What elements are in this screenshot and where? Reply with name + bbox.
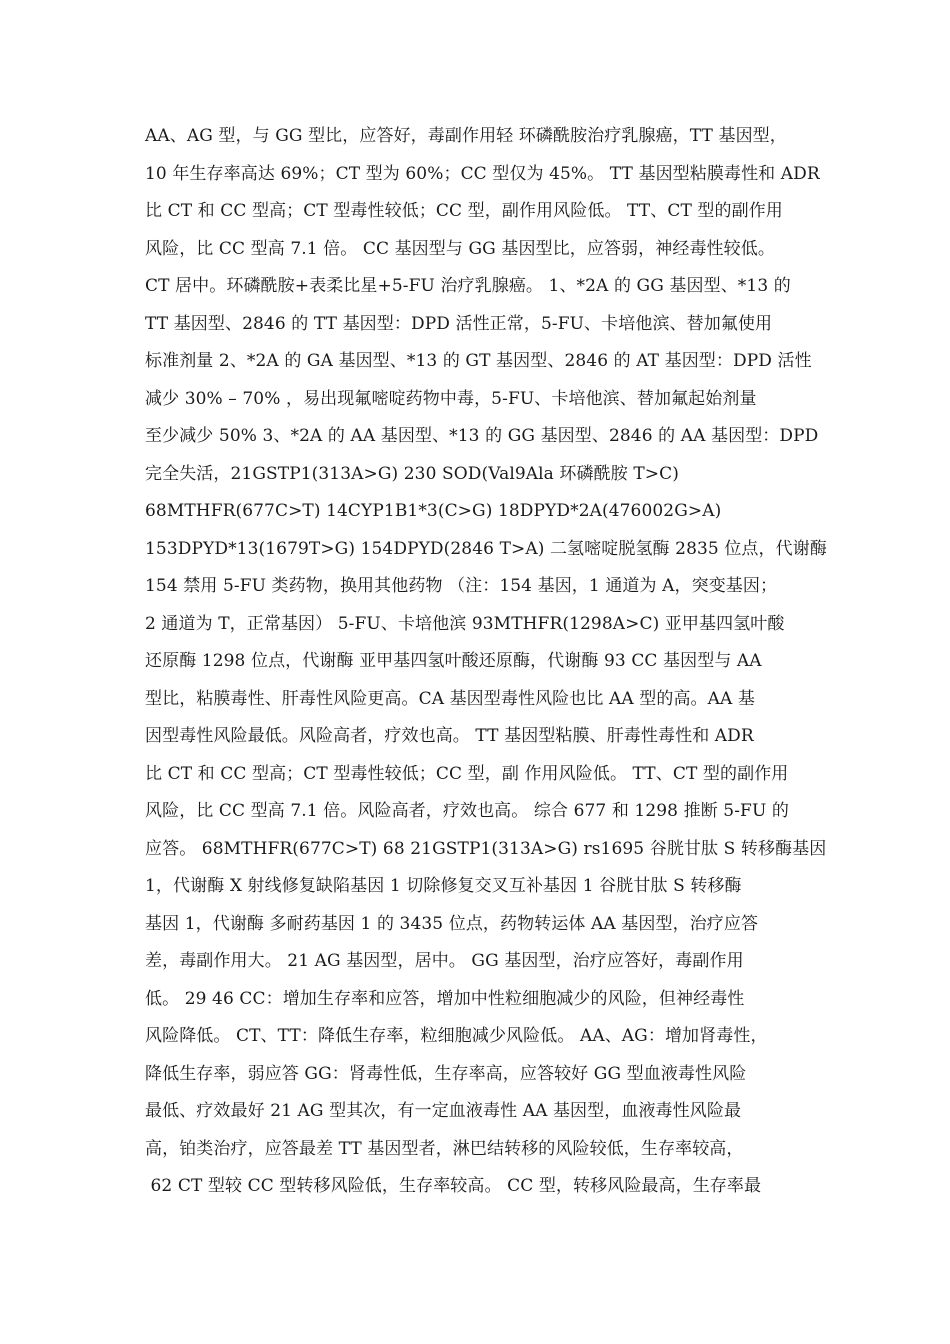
text-line: 10 年生存率高达 69%；CT 型为 60%；CC 型仅为 45%。 TT 基因型粘膜毒性和 ADR bbox=[145, 163, 820, 184]
text-line: 基因 1，代谢酶 多耐药基因 1 的 3435 位点，药物转运体 AA 基因型，治疗应答 bbox=[145, 913, 759, 934]
text-line: 风险降低。 CT、TT：降低生存率，粒细胞减少风险低。 AA、AG：增加肾毒性， bbox=[145, 1026, 768, 1046]
text-line: CT 居中。环磷酰胺+表柔比星+5-FU 治疗乳腺癌。 1、*2A 的 GG 基因型、*13 的 bbox=[145, 276, 791, 296]
text-line: 至少减少 50% 3、*2A 的 AA 基因型、*13 的 GG 基因型、2846 的 AA 基因型：DPD bbox=[145, 426, 819, 446]
text-line: 高，铂类治疗，应答最差 TT 基因型者，淋巴结转移的风险较低，生存率较高， bbox=[145, 1138, 744, 1159]
body-text bbox=[145, 118, 827, 1206]
text-line: 完全失活，21GSTP1(313A>G) 230 SOD(Val9Ala 环磷酰胺 T>C) bbox=[145, 463, 679, 484]
text-line: 153DPYD*13(1679T>G) 154DPYD(2846 T>A) 二氢嘧啶脱氢酶 2835 位点，代谢酶 bbox=[145, 538, 827, 559]
text-line: 低。 29 46 CC：增加生存率和应答，增加中性粒细胞减少的风险，但神经毒性 bbox=[145, 988, 745, 1009]
text-line: 比 CT 和 CC 型高；CT 型毒性较低；CC 型，副 作用风险低。 TT、CT 型的副作用 bbox=[145, 763, 789, 784]
text-line: 标准剂量 2、*2A 的 GA 基因型、*13 的 GT 基因型、2846 的 AT 基因型：DPD 活性 bbox=[145, 351, 812, 371]
text-line: 2 通道为 T，正常基因） 5-FU、卡培他滨 93MTHFR(1298A>C) 亚甲基四氢叶酸 bbox=[145, 613, 785, 634]
text-line: 1，代谢酶 X 射线修复缺陷基因 1 切除修复交叉互补基因 1 谷胱甘肽 S 转移酶 bbox=[145, 876, 742, 896]
text-line: 因型毒性风险最低。风险高者，疗效也高。 TT 基因型粘膜、肝毒性毒性和 ADR bbox=[145, 726, 754, 746]
text-line: 比 CT 和 CC 型高；CT 型毒性较低；CC 型，副作用风险低。 TT、CT 型的副作用 bbox=[145, 201, 783, 221]
text-line: 风险，比 CC 型高 7.1 倍。 CC 基因型与 GG 基因型比，应答弱，神经毒性较低。 bbox=[145, 238, 775, 259]
text-line: 风险，比 CC 型高 7.1 倍。风险高者，疗效也高。 综合 677 和 1298 推断 5-FU 的 bbox=[145, 801, 789, 821]
text-line: 应答。 68MTHFR(677C>T) 68 21GSTP1(313A>G) rs1695 谷胱甘肽 S 转移酶基因 bbox=[145, 838, 827, 859]
text-line: 降低生存率，弱应答 GG：肾毒性低，生存率高，应答较好 GG 型血液毒性风险 bbox=[145, 1063, 747, 1084]
text-line: 型比，粘膜毒性、肝毒性风险更高。CA 基因型毒性风险也比 AA 型的高。AA 基 bbox=[145, 688, 756, 709]
text-line: 减少 30% – 70% ，易出现氟嘧啶药物中毒，5-FU、卡培他滨、替加氟起始剂量 bbox=[145, 388, 757, 409]
text-line: 62 CT 型较 CC 型转移风险低，生存率较高。 CC 型，转移风险最高，生存率最 bbox=[145, 1176, 762, 1196]
text-line: AA、AG 型，与 GG 型比，应答好，毒副作用轻 环磷酰胺治疗乳腺癌，TT 基因型， bbox=[145, 126, 787, 146]
text-line: 68MTHFR(677C>T) 14CYP1B1*3(C>G) 18DPYD*2A(476002G>A) bbox=[145, 501, 722, 521]
text-line: 差，毒副作用大。 21 AG 基因型，居中。 GG 基因型，治疗应答好，毒副作用 bbox=[145, 951, 744, 971]
text-line: 还原酶 1298 位点，代谢酶 亚甲基四氢叶酸还原酶，代谢酶 93 CC 基因型与 AA bbox=[145, 651, 762, 671]
text-line: 最低、疗效最好 21 AG 型其次，有一定血液毒性 AA 基因型，血液毒性风险最 bbox=[145, 1101, 742, 1121]
text-line: 154 禁用 5-FU 类药物，换用其他药物 （注：154 基因，1 通道为 A，突变基因； bbox=[145, 576, 778, 596]
text-line: TT 基因型、2846 的 TT 基因型：DPD 活性正常，5-FU、卡培他滨、替加氟使用 bbox=[145, 313, 773, 334]
